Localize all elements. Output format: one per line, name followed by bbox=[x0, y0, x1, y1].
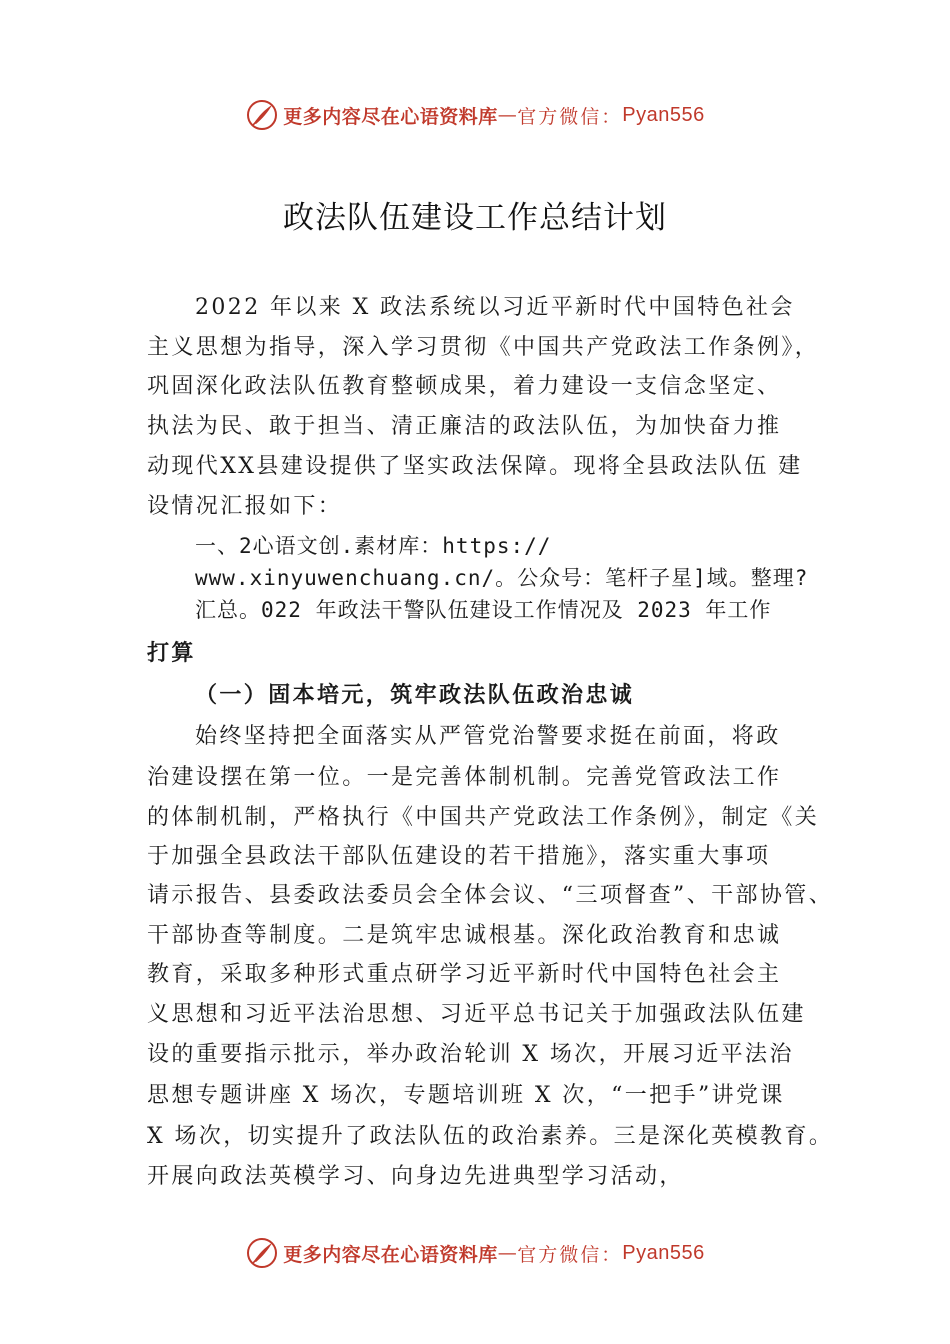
body-line: 思想专题讲座 X 场次，专题培训班 X 次，“一把手”讲党课 bbox=[147, 1083, 785, 1108]
section1-heading-line: 一、2心语文创.素材库：https:// bbox=[195, 534, 552, 558]
intro-line: 设情况汇报如下： bbox=[147, 494, 343, 519]
watermark-wechat-label: 官方微信： bbox=[517, 105, 623, 128]
intro-line: 动现代XX县建设提供了坚实政法保障。现将全县政法队伍 建 bbox=[147, 454, 803, 479]
intro-line: 巩固深化政法队伍教育整顿成果，着力建设一支信念坚定、 bbox=[147, 374, 782, 399]
body-line: 治建设摆在第一位。一是完善体制机制。完善党管政法工作 bbox=[147, 765, 782, 790]
intro-line: 主义思想为指导，深入学习贯彻《中国共产党政法工作条例》， bbox=[147, 335, 820, 360]
document-title: 政法队伍建设工作总结计划 bbox=[283, 200, 667, 236]
intro-line: 2022 年以来 X 政法系统以习近平新时代中国特色社会 bbox=[195, 295, 795, 320]
body-line: 开展向政法英模学习、向身边先进典型学习活动， bbox=[147, 1164, 684, 1189]
watermark-wechat-id: Pyan556 bbox=[622, 1241, 705, 1264]
body-line: 请示报告、县委政法委员会全体会议、“三项督查”、干部协管、 bbox=[147, 883, 834, 908]
watermark-brand: 更多内容尽在心语资料库 bbox=[283, 105, 498, 128]
body-line: 的体制机制，严格执行《中国共产党政法工作条例》，制定《关 bbox=[147, 805, 820, 830]
quill-pen-logo-icon bbox=[245, 1236, 279, 1270]
body-line: 干部协查等制度。二是筑牢忠诚根基。深化政治教育和忠诚 bbox=[147, 923, 782, 948]
body-line: 始终坚持把全面落实从严管党治警要求挺在前面，将政 bbox=[195, 724, 781, 749]
section1-heading-line: www.xinyuwenchuang.cn/。公众号：笔杆子星]域。整理? bbox=[195, 566, 809, 590]
watermark-separator: — bbox=[497, 104, 518, 126]
section1-heading-tail: 打算 bbox=[147, 641, 196, 666]
watermark-wechat-id: Pyan556 bbox=[622, 103, 705, 126]
body-line: 设的重要指示批示，举办政治轮训 X 场次，开展习近平法治 bbox=[147, 1042, 794, 1067]
watermark-brand: 更多内容尽在心语资料库 bbox=[283, 1243, 498, 1266]
watermark-separator: — bbox=[497, 1242, 518, 1264]
watermark-banner-bottom bbox=[0, 1233, 950, 1273]
quill-pen-logo-icon bbox=[245, 98, 279, 132]
body-line: 教育，采取多种形式重点研学习近平新时代中国特色社会主 bbox=[147, 962, 782, 987]
body-line: 义思想和习近平法治思想、习近平总书记关于加强政法队伍建 bbox=[147, 1002, 806, 1027]
watermark-wechat-label: 官方微信： bbox=[517, 1243, 623, 1266]
intro-line: 执法为民、敢于担当、清正廉洁的政法队伍，为加快奋力推 bbox=[147, 414, 782, 439]
section1-heading-line: 汇总。022 年政法干警队伍建设工作情况及 2023 年工作 bbox=[195, 598, 772, 622]
body-line: 于加强全县政法干部队伍建设的若干措施》，落实重大事项 bbox=[147, 844, 771, 869]
subheading: （一）固本培元，筑牢政法队伍政治忠诚 bbox=[195, 682, 635, 708]
watermark-banner-top bbox=[0, 95, 950, 135]
body-line: X 场次，切实提升了政法队伍的政治素养。三是深化英模教育。 bbox=[147, 1124, 834, 1149]
